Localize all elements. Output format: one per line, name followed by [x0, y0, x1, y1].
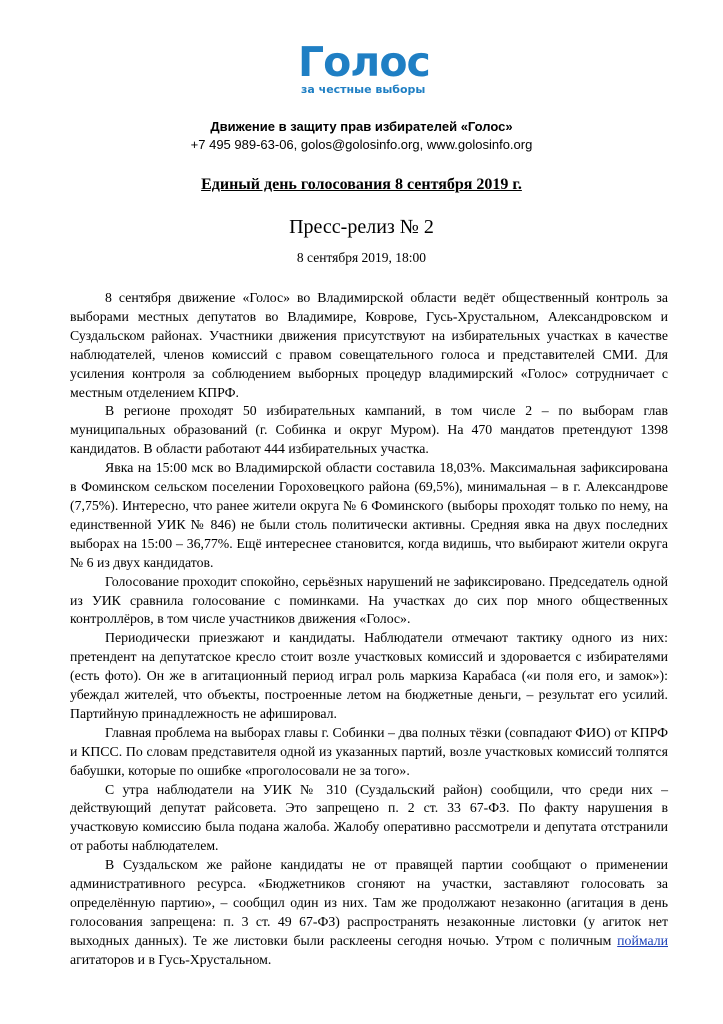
logo-wordmark: Голос	[298, 38, 430, 86]
logo-tagline: за честные выборы	[301, 83, 426, 96]
paragraph-8-text-start: В Суздальском же районе кандидаты не от правящей партии сообщают о применении административного ресурса. «Бюджетников сгоняют на участки, заставляют голосовать за определённую партию», – сообщил один из них. Там же продолжают незаконно (агитация в день голосования запрещена: п. 3 ст. 49 67-ФЗ) распространять незаконные листовки (у агиток нет выходных данных). Те же листовки были расклеены сегодня ночью. Утром с поличным	[70, 857, 668, 948]
caught-link[interactable]: поймали	[617, 932, 668, 948]
document-body	[70, 289, 668, 970]
press-release-title: Пресс-релиз № 2	[289, 216, 434, 238]
golos-logo	[298, 38, 448, 102]
paragraph-7: С утра наблюдатели на УИК № 310 (Суздальский район) сообщили, что среди них – действующий депутат райсовета. Это запрещено п. 2 ст. 33 67-ФЗ. По факту нарушения в участковую комиссию была подана жалоба. Жалобу оперативно рассмотрели и депутата отстранили от работы наблюдателем.	[70, 781, 668, 854]
press-release-date: 8 сентября 2019, 18:00	[296, 250, 427, 265]
organization-name: Движение в защиту прав избирателей «Голос»	[210, 119, 513, 134]
paragraph-4: Голосование проходит спокойно, серьёзных нарушений не зафиксировано. Председатель одной из УИК сравнила голосование с поминками. На участках до сих пор много общественных контроллёров, в том числе участников движения «Голос».	[70, 573, 668, 627]
paragraph-3: Явка на 15:00 мск во Владимирской области составила 18,03%. Максимальная зафиксирована в Фоминском сельском поселении Гороховецкого района (69,5%), минимальная – в г. Александрове (7,75%). Интересно, что ранее жители округа № 6 Фоминского (выборы проходят только по нему, на единственной УИК № 846) не были столь политически активны. Средняя явка на двух последних выборах на 15:00 – 36,77%. Ещё интереснее становится, когда видишь, что выбирают жители округа № 6 из двух кандидатов.	[70, 460, 668, 570]
paragraph-8	[70, 856, 668, 969]
paragraph-6: Главная проблема на выборах главы г. Собинки – два полных тёзки (совпадают ФИО) от КПРФ и КПСС. По словам представителя одной из указанных партий, возле участковых комиссий толпятся бабушки, которые по ошибке «проголосовали не за того».	[70, 724, 668, 778]
paragraph-2: В регионе проходят 50 избирательных кампаний, в том числе 2 – по выборам глав муниципальных образований (г. Собинка и округ Муром). На 470 мандатов претендуют 1398 кандидатов. В области работают 444 избирательных участка.	[70, 403, 668, 457]
paragraph-1: 8 сентября движение «Голос» во Владимирской области ведёт общественный контроль за выборами местных депутатов во Владимире, Коврове, Гусь-Хрустальном, Александровском и Суздальском районах. Участники движения присутствуют на избирательных участках в качестве наблюдателей, членов комиссий с правом совещательного голоса и представителей СМИ. Для усиления контроля за соблюдением выборных процедур владимирский «Голос» сотрудничает с местным отделением КПРФ.	[70, 290, 668, 400]
paragraph-5: Периодически приезжают и кандидаты. Наблюдатели отмечают тактику одного из них: претендент на депутатское кресло стоит возле участковых комиссий и здоровается с избирателями (есть фото). Он же в агитационный период играл роль маркиза Карабаса («и поля его, и замок»): убеждал жителей, что объекты, построенные летом на бюджетные деньги, – результат его усилий. Партийную принадлежность не афишировал.	[70, 630, 668, 721]
paragraph-8-text-end: агитаторов и в Гусь-Хрустальном.	[70, 951, 272, 967]
document-headline: Единый день голосования 8 сентября 2019 г.	[201, 176, 522, 193]
organization-contacts: +7 495 989-63-06, golos@golosinfo.org, www.golosinfo.org	[190, 137, 533, 152]
